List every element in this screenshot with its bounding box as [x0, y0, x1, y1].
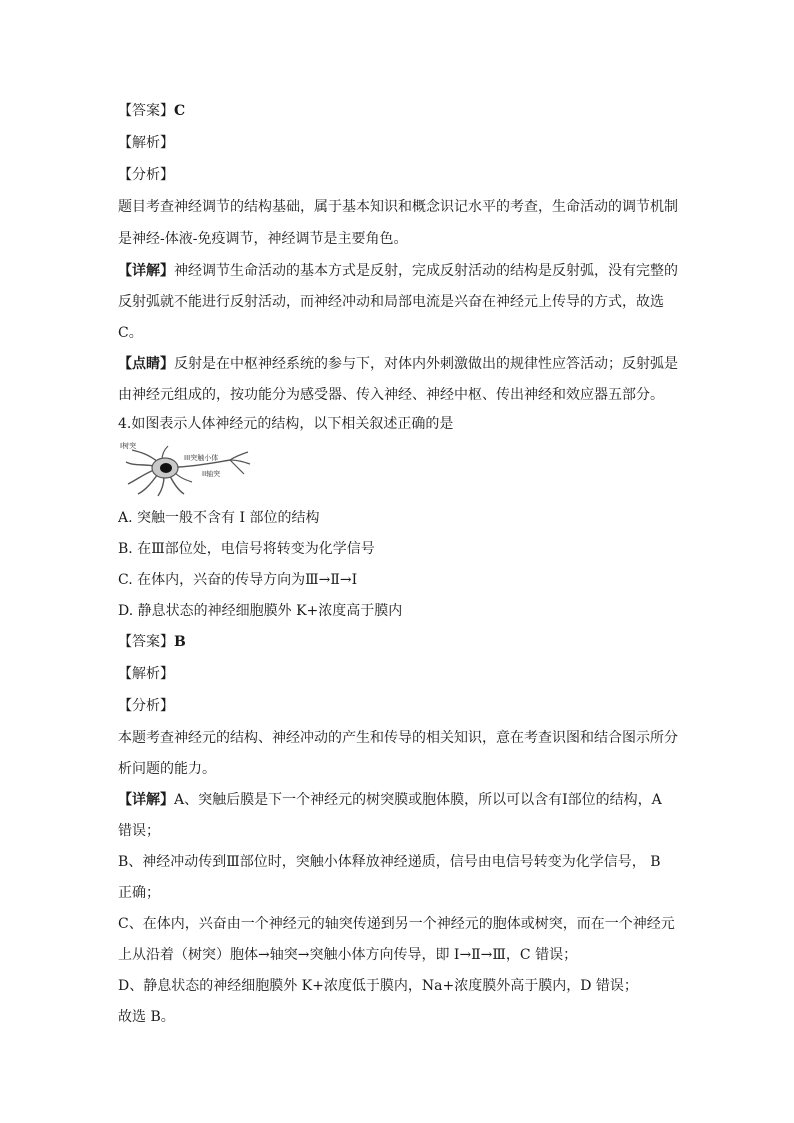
q3-tip-line-2: 由神经元组成的，按功能分为感受器、传入神经、神经中枢、传出神经和效应器五部分。	[118, 387, 664, 403]
answer-value: B	[174, 634, 186, 650]
label-synapse: III突触小体	[184, 454, 219, 462]
q4-detail-a-line-1	[118, 790, 662, 810]
q4-stem: 4.如图表示人体神经元的结构，以下相关叙述正确的是	[118, 416, 454, 432]
answer-tag: 【答案】	[118, 634, 174, 650]
detail-text: 神经调节生命活动的基本方式是反射，完成反射活动的结构是反射弧，没有完整的	[174, 263, 678, 279]
q3-analysis-tag: 【解析】	[118, 135, 174, 151]
q4-detail-c-line-2: 上从沿着（树突）胞体→轴突→突触小体方向传导，即 I→Ⅱ→Ⅲ，C 错误；	[118, 947, 578, 963]
tip-tag: 【点睛】	[118, 356, 174, 372]
label-dendrite: I树突	[120, 442, 137, 450]
label-axon: II轴突	[202, 470, 221, 478]
detail-tag: 【详解】	[118, 263, 174, 279]
q3-detail-line-2: 反射弧就不能进行反射活动，而神经冲动和局部电流是兴奋在神经元上传导的方式，故选	[118, 294, 664, 310]
q3-answer-line	[118, 101, 185, 121]
q3-fenxi-line-2: 是神经-体液-免疫调节，神经调节是主要角色。	[118, 231, 408, 247]
q4-detail-c-line-1: C、在体内，兴奋由一个神经元的轴突传递到另一个神经元的胞体或树突，而在一个神经元	[118, 916, 675, 932]
q4-fenxi-tag: 【分析】	[118, 698, 174, 714]
q4-option-a: A. 突触一般不含有 I 部位的结构	[118, 510, 320, 526]
detail-tag: 【详解】	[118, 792, 174, 808]
q4-detail-a-line-2: 错误；	[118, 823, 160, 839]
q4-option-d: D. 静息状态的神经细胞膜外 K+浓度高于膜内	[118, 603, 403, 619]
neuron-diagram	[118, 440, 258, 500]
q3-detail-line-1	[118, 261, 678, 281]
q3-fenxi-line-1: 题目考查神经调节的结构基础，属于基本知识和概念识记水平的考查，生命活动的调节机制	[118, 199, 678, 215]
detail-text: A、突触后膜是下一个神经元的树突膜或胞体膜，所以可以含有Ⅰ部位的结构，A	[174, 792, 662, 808]
neuron-figure	[118, 440, 258, 500]
answer-value: C	[174, 103, 186, 119]
q4-option-b: B. 在Ⅲ部位处，电信号将转变为化学信号	[118, 541, 375, 557]
tip-text: 反射是在中枢神经系统的参与下，对体内外刺激做出的规律性应答活动；反射弧是	[174, 356, 678, 372]
q4-analysis-tag: 【解析】	[118, 666, 174, 682]
q4-fenxi-line-2: 析问题的能力。	[118, 761, 216, 777]
q3-tip-line-1	[118, 354, 678, 374]
q4-option-c: C. 在体内，兴奋的传导方向为Ⅲ→Ⅱ→I	[118, 572, 358, 588]
q4-fenxi-line-1: 本题考查神经元的结构、神经冲动的产生和传导的相关知识，意在考查识图和结合图示所分	[118, 730, 678, 746]
q4-detail-d-line-1: D、静息状态的神经细胞膜外 K+浓度低于膜内，Na+浓度膜外高于膜内，D 错误；	[118, 978, 638, 994]
answer-tag: 【答案】	[118, 103, 174, 119]
q4-conclusion: 故选 B。	[118, 1009, 175, 1025]
q3-detail-line-3: C。	[118, 325, 143, 341]
q4-answer-line	[118, 632, 186, 652]
q4-detail-b-line-1: B、神经冲动传到Ⅲ部位时，突触小体释放神经递质，信号由电信号转变为化学信号， B	[118, 854, 661, 870]
q3-fenxi-tag: 【分析】	[118, 167, 174, 183]
q4-detail-b-line-2: 正确；	[118, 885, 160, 901]
